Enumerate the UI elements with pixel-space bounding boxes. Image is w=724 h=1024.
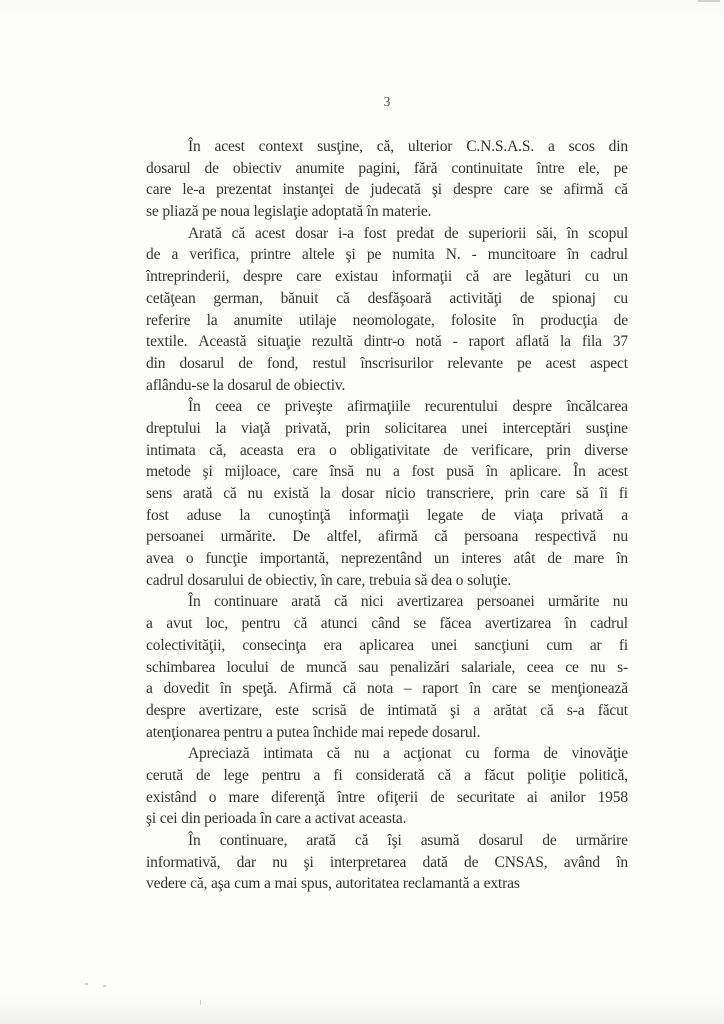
text-line: a dovedit în speţă. Afirmă că nota – raport în care se menţionează — [146, 680, 628, 698]
paragraph — [146, 743, 628, 830]
text-line: se pliază pe noua legislaţie adoptată în materie. — [146, 203, 432, 221]
text-line: cetăţean german, bănuit că desfăşoară activităţi de spionaj cu — [146, 289, 628, 307]
text-line: schimbarea locului de muncă sau penalizări salariale, ceea ce nu s- — [146, 658, 628, 676]
text-line: persoanei urmărite. De altfel, afirmă că persoana respectivă nu — [146, 528, 628, 546]
scan-speck — [200, 1000, 201, 1005]
paragraph — [146, 223, 628, 397]
text-line: vedere că, aşa cum a mai spus, autoritatea reclamantă a extras — [146, 875, 520, 893]
text-line: În acest context susţine, că, ulterior C.N.S.A.S. a scos din — [188, 138, 628, 155]
text-line: întreprinderii, despre care existau informaţii că are legături cu un — [146, 268, 628, 286]
text-line: existând o mare diferenţă între ofiţerii de securitate ai anilor 1958 — [146, 788, 628, 806]
text-line: textile. Această situaţie rezultă dintr-o notă - raport aflată la fila 37 — [146, 333, 628, 351]
text-line: colectivităţii, consecinţa era aplicarea unei sancţiuni cum ar fi — [146, 636, 628, 654]
page-number: 3 — [383, 94, 391, 109]
text-line: şi cei din perioada în care a activat aceasta. — [146, 810, 407, 828]
text-line: despre avertizare, este scrisă de intimată şi a arătat că s-a făcut — [146, 701, 628, 719]
text-line: Apreciază intimata că nu a acţionat cu forma de vinovăţie — [188, 745, 628, 763]
text-line: dosarul de obiectiv anumite pagini, fără continuitate între ele, pe — [146, 159, 628, 177]
text-line: atenţionarea pentru a putea închide mai repede dosarul. — [146, 723, 481, 741]
text-line: În continuare arată că nici avertizarea persoanei urmărite nu — [188, 593, 628, 611]
text-line: care le-a prezentat instanţei de judecată şi despre care se afirmă că — [146, 181, 628, 199]
paragraph — [146, 396, 628, 591]
text-line: avea o funcţie importantă, neprezentând un interes atât de mare în — [146, 550, 628, 568]
scan-speck — [85, 983, 88, 985]
text-line: Arată că acest dosar i-a fost predat de superiorii săi, în scopul — [188, 224, 628, 242]
paragraph — [146, 591, 628, 743]
scan-artifact — [698, 0, 720, 2]
text-line: cadrul dosarului de obiectiv, în care, trebuia să dea o soluţie. — [146, 571, 512, 589]
text-line: informativă, dar nu şi interpretarea dată de CNSAS, având în — [146, 853, 628, 871]
text-line: a avut loc, pentru că atunci când se făcea avertizarea în cadrul — [146, 615, 628, 633]
text-line: din dosarul de fond, restul înscrisurilor relevante pe acest aspect — [146, 354, 628, 372]
paragraph — [146, 830, 628, 895]
text-line: cerută de lege pentru a fi considerată că a făcut poliţie politică, — [146, 766, 628, 784]
text-line: metode şi mijloace, care însă nu a fost pusă în aplicare. În acest — [146, 463, 628, 481]
scan-speck — [103, 985, 106, 987]
text-line: aflându-se la dosarul de obiectiv. — [146, 376, 346, 394]
text-line: În ceea ce priveşte afirmaţiile recurentului despre încălcarea — [188, 398, 628, 416]
text-line: de a verifica, printre altele şi pe numita N. - muncitoare în cadrul — [146, 246, 628, 264]
text-block — [146, 136, 628, 895]
text-line: În continuare, arată că îşi asumă dosarul de urmărire — [188, 832, 628, 849]
text-line: dreptului la viaţă privată, prin solicitarea unei interceptări susţine — [146, 419, 628, 437]
paragraph — [146, 136, 628, 223]
text-line: intimata că, aceasta era o obligativitate de verificare, prin diverse — [146, 441, 628, 459]
text-line: sens arată că nu există la dosar nicio transcriere, prin care să îi fi — [146, 485, 628, 502]
text-line: referire la anumite utilaje neomologate, folosite în producţia de — [146, 311, 628, 329]
text-line: fost aduse la cunoştinţă informaţii legate de viaţa privată a — [146, 506, 628, 524]
